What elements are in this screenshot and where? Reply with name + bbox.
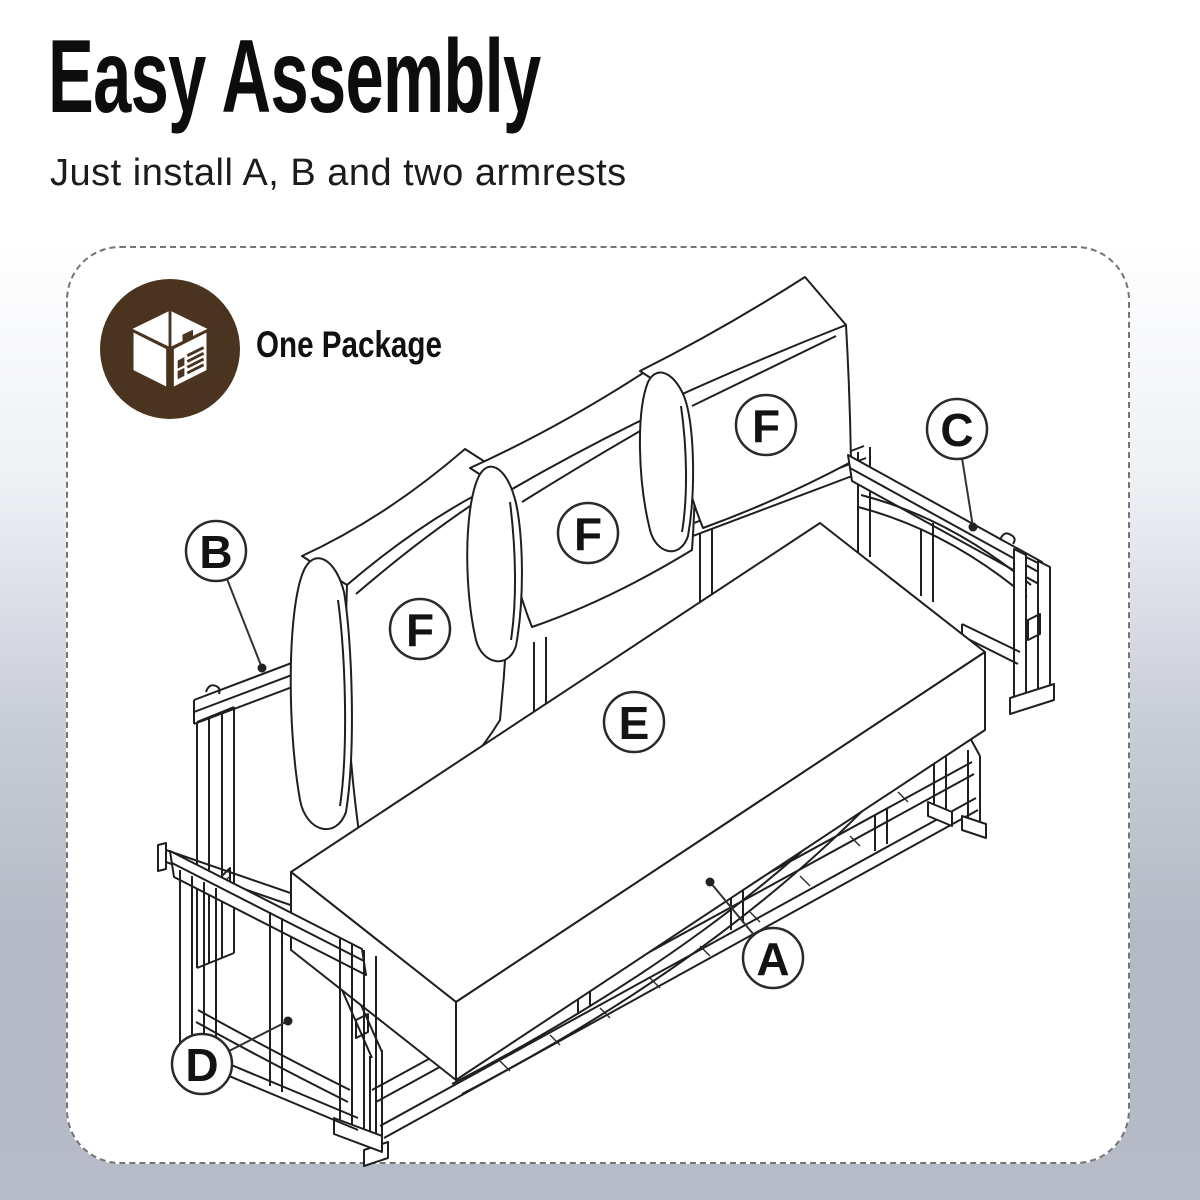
page-title: Easy Assembly [48, 19, 541, 135]
label-c-letter: C [940, 404, 974, 456]
label-f-right-letter: F [751, 400, 781, 452]
label-e [604, 692, 664, 752]
label-d-letter: D [185, 1039, 219, 1091]
one-package-label: One Package [256, 324, 442, 365]
label-a [743, 928, 803, 988]
label-f-left [390, 599, 450, 659]
label-f-middle-letter: F [573, 508, 603, 560]
label-b [186, 521, 246, 581]
label-d [172, 1034, 232, 1094]
label-f-middle [558, 503, 618, 563]
label-b-letter: B [199, 526, 233, 578]
label-c [927, 399, 987, 459]
page-subtitle: Just install A, B and two armrests [50, 152, 627, 194]
label-f-left-letter: F [405, 604, 435, 656]
label-f-right [736, 395, 796, 455]
label-e-letter: E [618, 697, 650, 749]
label-a-letter: A [756, 933, 790, 985]
